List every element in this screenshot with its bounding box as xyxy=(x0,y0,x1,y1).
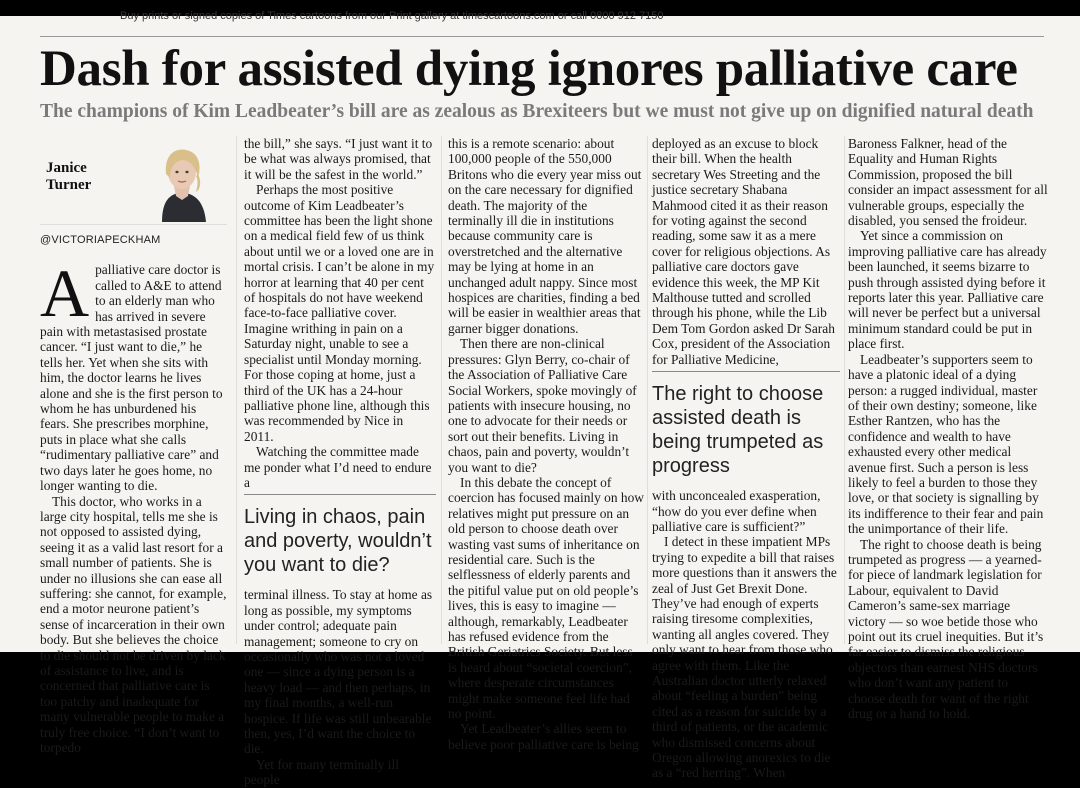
pull-quote: The right to choose assisted death is being trumpeted as progress xyxy=(652,383,824,478)
column-3 xyxy=(448,136,644,752)
paragraph: terminal illness. To stay at home as long as possible, my symptoms under control; adequate pain management; someone to cry on occasionally who was not a loved one — since a dying person is a heavy load — and then perhaps, in my final months, a well-run hospice. If life was still unbearable then, yes, I’d want the choice to die. xyxy=(244,587,433,757)
paragraph: Yet Leadbeater’s allies seem to believe poor palliative care is being xyxy=(448,721,639,752)
column-2 xyxy=(244,136,436,788)
paragraph: In this debate the concept of coercion has focused mainly on how relatives might put pressure on an old person to choose death over wasting vast sums of inheritance on residential care. Such is the selflessness of elderly parents and the pitiful value put on old people’s lives, this is easy to imagine — although, remarkably, Leadbeater has refused evidence from the British Geriatrics Society. But less is heard about “societal coercion”, where desperate circumstances might make someone feel life had no point. xyxy=(448,474,644,722)
top-rule xyxy=(40,36,1044,37)
paragraph: The right to choose death is being trumpeted as progress — a yearned-for piece of landmark legislation for Labour, equivalent to David Cameron’s same-sex marriage victory — so woe betide those who point out its cruel inequities. But it’s far easier to dismiss the religious objectors than earnest NHS doctors who don’t want any patient to choose death for want of the right drug or a hand to hold. xyxy=(848,536,1044,722)
newspaper-page xyxy=(0,10,1080,788)
column-divider xyxy=(647,136,648,644)
column-5 xyxy=(848,136,1048,722)
pull-quote-rule xyxy=(652,371,840,372)
paragraph: Watching the committee made me ponder what I’d need to endure a xyxy=(244,444,432,490)
paragraph: Then there are non-clinical pressures: Glyn Berry, co-chair of the Association of Palliative Care Social Workers, spoke movingly of patients with insecure housing, no one to advocate for their needs or sort out their benefits. Living in chaos, pain and poverty, wouldn’t you want to die? xyxy=(448,336,637,475)
author-byline xyxy=(40,136,227,225)
paragraph: with unconcealed exasperation, “how do you ever define when palliative care is sufficient?” xyxy=(652,488,821,534)
paragraph: this is a remote scenario: about 100,000 people of the 550,000 Britons who die every year miss out on the care necessary for dignified death. The majority of the terminally ill die in institutions because community care is overstretched and the alternative may be lying at home in an unchanged adult nappy. Since most hospices are charities, finding a bed will be easier in wealthier areas that garner bigger donations. xyxy=(448,136,642,336)
pull-quote: Living in chaos, pain and poverty, wouldn’t you want to die? xyxy=(244,506,432,577)
paragraph: This doctor, who works in a large city hospital, tells me she is not opposed to assisted dying, seeing it as a valid last resort for a small number of patients. She is under no illusions she can ease all suffering: she cannot, for example, end a motor neurone patient’s sense of incarceration in their own body. But she believes the choice to die should not be driven by lack of assistance to live, and is concerned that palliative care is too patchy and inadequate for many vulnerable people to make a truly free choice. “I don’t want to torpedo xyxy=(40,493,227,755)
headline: Dash for assisted dying ignores palliative care xyxy=(40,41,1018,97)
paragraph: Perhaps the most positive outcome of Kim Leadbeater’s committee has been the light shone on a medical field few of us think about until we or a loved one are in mortal crisis. I can’t be alone in my horror at learning that 40 per cent of hospitals do not have weekend face-to-face palliative cover. Imagine writhing in pain on a Saturday night, unable to see a specialist until Monday morning. For those coping at home, just a third of the UK has a 24-hour palliative phone line, although this was recommended by Nice in 2011. xyxy=(244,182,435,444)
column-4 xyxy=(652,136,840,781)
paragraph-text: palliative care doctor is called to A&E to attend to an elderly man who has arrived in severe pain with metastasised prostate cancer. “I just want to die,” he tells her. Yet when she sits with him, the doctor learns he lives alone and she is the first person to whom he has unburdened his fears. She prescribes morphine, puts in place what she calls “rudimentary palliative care” and two days later he goes home, no longer wanting to die. xyxy=(40,262,223,494)
paragraph: the bill,” she says. “I just want it to be what was always promised, that it will be the safest in the world.” xyxy=(244,136,433,182)
paragraph: Baroness Falkner, head of the Equality and Human Rights Commission, proposed the bill consider an impact assessment for all vulnerable groups, especially the disabled, you sensed the froideur. xyxy=(848,136,1048,229)
paragraph: I detect in these impatient MPs trying to expedite a bill that raises more questions than it answers the zeal of Just Get Brexit Done. They’ve had enough of experts raising tiresome complexities, wanting all angles covered. They only want to hear from those who agree with them. Like the Australian doctor utterly relaxed about “feeling a burden” being cited as a reason for suicide by a third of patients, or the academic who dismissed concerns about Oregon allowing anorexics to die as a “red herring”. When xyxy=(652,534,837,781)
column-1 xyxy=(40,136,227,755)
paragraph: Leadbeater’s supporters seem to have a platonic ideal of a dying person: a rugged individual, master of their own destiny; someone, like Esther Rantzen, who has the confidence and wealth to have exhausted every other medical avenue first. Such a person is less likely to feel a burden to those they love, or that society is signalling by its indifference to their fear and pain the unimportance of their life. xyxy=(848,351,1044,537)
paragraph: Yet for many terminally ill people xyxy=(244,756,399,788)
paragraph xyxy=(40,255,227,494)
author-photo xyxy=(140,138,224,222)
column-divider xyxy=(441,136,442,644)
author-name xyxy=(46,160,91,194)
promo-strip: Buy prints or signed copies of Times cartoons from our Print gallery at timescartoons.com or call 0800 912 7150 xyxy=(120,10,664,22)
column-divider xyxy=(844,136,845,644)
author-first-name: Janice xyxy=(46,160,87,176)
author-twitter-handle: @VICTORIAPECKHAM xyxy=(40,234,161,246)
author-last-name: Turner xyxy=(46,177,92,193)
pull-quote-rule xyxy=(244,494,436,495)
standfirst: The champions of Kim Leadbeater’s bill are as zealous as Brexiteers but we must not give up on dignified natural death xyxy=(40,101,1034,122)
paragraph: Yet since a commission on improving palliative care has already been launched, it seems bizarre to push through assisted dying before it reports later this year. Palliative care will never be perfect but a universal minimum standard could be put in place first. xyxy=(848,228,1047,352)
paragraph: deployed as an excuse to block their bill. When the health secretary Wes Streeting and the justice secretary Shabana Mahmood cited it as their reason for voting against the second reading, some saw it as a mere cover for religious objections. As palliative care doctors gave evidence this week, the MP Kit Malthouse tutted and scrolled through his phone, while the Lib Dem Tom Gordon asked Dr Sarah Cox, president of the Association for Palliative Medicine, xyxy=(652,136,835,367)
drop-cap: A xyxy=(40,255,90,332)
column-divider xyxy=(236,136,237,644)
